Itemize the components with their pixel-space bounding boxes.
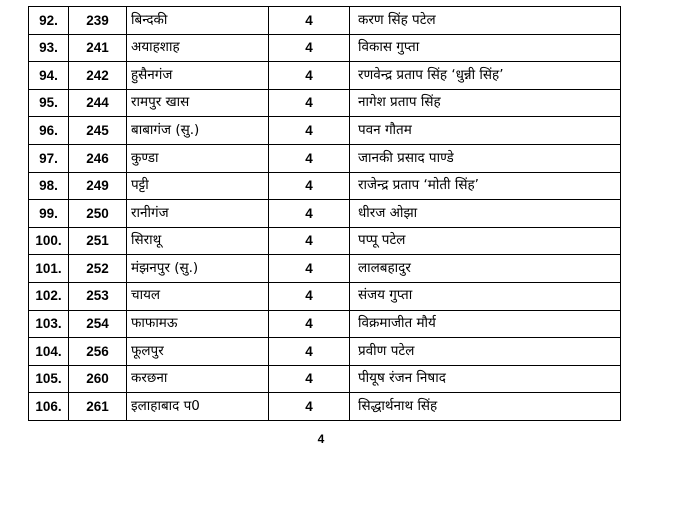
- constituency-name: फूलपुर: [127, 338, 269, 366]
- constituency-name: मंझनपुर (सु.): [127, 255, 269, 283]
- constituency-name: हुसैनगंज: [127, 62, 269, 90]
- table-row: [29, 310, 621, 338]
- table-row: [29, 255, 621, 283]
- candidate-table: [28, 6, 621, 421]
- constituency-name: फाफामऊ: [127, 310, 269, 338]
- serial-number: 102.: [29, 282, 69, 310]
- constituency-number: 242: [69, 62, 127, 90]
- constituency-name: कुण्डा: [127, 144, 269, 172]
- table-row: [29, 282, 621, 310]
- serial-number: 93.: [29, 34, 69, 62]
- phase: 4: [269, 365, 350, 393]
- constituency-number: 249: [69, 172, 127, 200]
- serial-number: 105.: [29, 365, 69, 393]
- phase: 4: [269, 255, 350, 283]
- phase: 4: [269, 200, 350, 228]
- serial-number: 104.: [29, 338, 69, 366]
- phase: 4: [269, 89, 350, 117]
- serial-number: 94.: [29, 62, 69, 90]
- phase: 4: [269, 7, 350, 35]
- candidate-table-body: [29, 7, 621, 421]
- table-row: [29, 172, 621, 200]
- candidate-name: विक्रमाजीत मौर्य: [350, 310, 621, 338]
- constituency-number: 241: [69, 34, 127, 62]
- constituency-name: बाबागंज (सु.): [127, 117, 269, 145]
- serial-number: 106.: [29, 393, 69, 421]
- constituency-number: 246: [69, 144, 127, 172]
- table-row: [29, 144, 621, 172]
- phase: 4: [269, 393, 350, 421]
- candidate-name: प्रवीण पटेल: [350, 338, 621, 366]
- phase: 4: [269, 117, 350, 145]
- serial-number: 92.: [29, 7, 69, 35]
- constituency-name: सिराथू: [127, 227, 269, 255]
- table-row: [29, 393, 621, 421]
- serial-number: 99.: [29, 200, 69, 228]
- constituency-name: रामपुर खास: [127, 89, 269, 117]
- serial-number: 96.: [29, 117, 69, 145]
- table-row: [29, 62, 621, 90]
- serial-number: 100.: [29, 227, 69, 255]
- constituency-number: 260: [69, 365, 127, 393]
- candidate-name: करण सिंह पटेल: [350, 7, 621, 35]
- table-row: [29, 34, 621, 62]
- serial-number: 98.: [29, 172, 69, 200]
- candidate-name: विकास गुप्ता: [350, 34, 621, 62]
- candidate-name: संजय गुप्ता: [350, 282, 621, 310]
- candidate-name: नागेश प्रताप सिंह: [350, 89, 621, 117]
- serial-number: 97.: [29, 144, 69, 172]
- constituency-number: 261: [69, 393, 127, 421]
- serial-number: 103.: [29, 310, 69, 338]
- phase: 4: [269, 62, 350, 90]
- serial-number: 101.: [29, 255, 69, 283]
- constituency-name: रानीगंज: [127, 200, 269, 228]
- constituency-name: पट्टी: [127, 172, 269, 200]
- constituency-number: 250: [69, 200, 127, 228]
- constituency-name: चायल: [127, 282, 269, 310]
- candidate-name: पीयूष रंजन निषाद: [350, 365, 621, 393]
- table-row: [29, 7, 621, 35]
- candidate-name: लालबहादुर: [350, 255, 621, 283]
- phase: 4: [269, 310, 350, 338]
- constituency-number: 253: [69, 282, 127, 310]
- candidate-name: पवन गौतम: [350, 117, 621, 145]
- table-row: [29, 365, 621, 393]
- table-row: [29, 89, 621, 117]
- constituency-number: 244: [69, 89, 127, 117]
- phase: 4: [269, 227, 350, 255]
- constituency-name: करछना: [127, 365, 269, 393]
- constituency-number: 245: [69, 117, 127, 145]
- table-row: [29, 338, 621, 366]
- candidate-name: जानकी प्रसाद पाण्डे: [350, 144, 621, 172]
- constituency-name: बिन्दकी: [127, 7, 269, 35]
- candidate-name: पप्पू पटेल: [350, 227, 621, 255]
- phase: 4: [269, 338, 350, 366]
- phase: 4: [269, 172, 350, 200]
- candidate-name: रणवेन्द्र प्रताप सिंह ‘धुन्नी सिंह’: [350, 62, 621, 90]
- constituency-number: 252: [69, 255, 127, 283]
- phase: 4: [269, 282, 350, 310]
- phase: 4: [269, 34, 350, 62]
- constituency-number: 239: [69, 7, 127, 35]
- constituency-number: 251: [69, 227, 127, 255]
- constituency-name: अयाहशाह: [127, 34, 269, 62]
- table-row: [29, 200, 621, 228]
- serial-number: 95.: [29, 89, 69, 117]
- candidate-name: सिद्धार्थनाथ सिंह: [350, 393, 621, 421]
- table-row: [29, 227, 621, 255]
- phase: 4: [269, 144, 350, 172]
- constituency-number: 256: [69, 338, 127, 366]
- page-number: 4: [317, 432, 325, 446]
- table-row: [29, 117, 621, 145]
- candidate-name: राजेन्द्र प्रताप ‘मोती सिंह’: [350, 172, 621, 200]
- constituency-name: इलाहाबाद प0: [127, 393, 269, 421]
- candidate-name: धीरज ओझा: [350, 200, 621, 228]
- constituency-number: 254: [69, 310, 127, 338]
